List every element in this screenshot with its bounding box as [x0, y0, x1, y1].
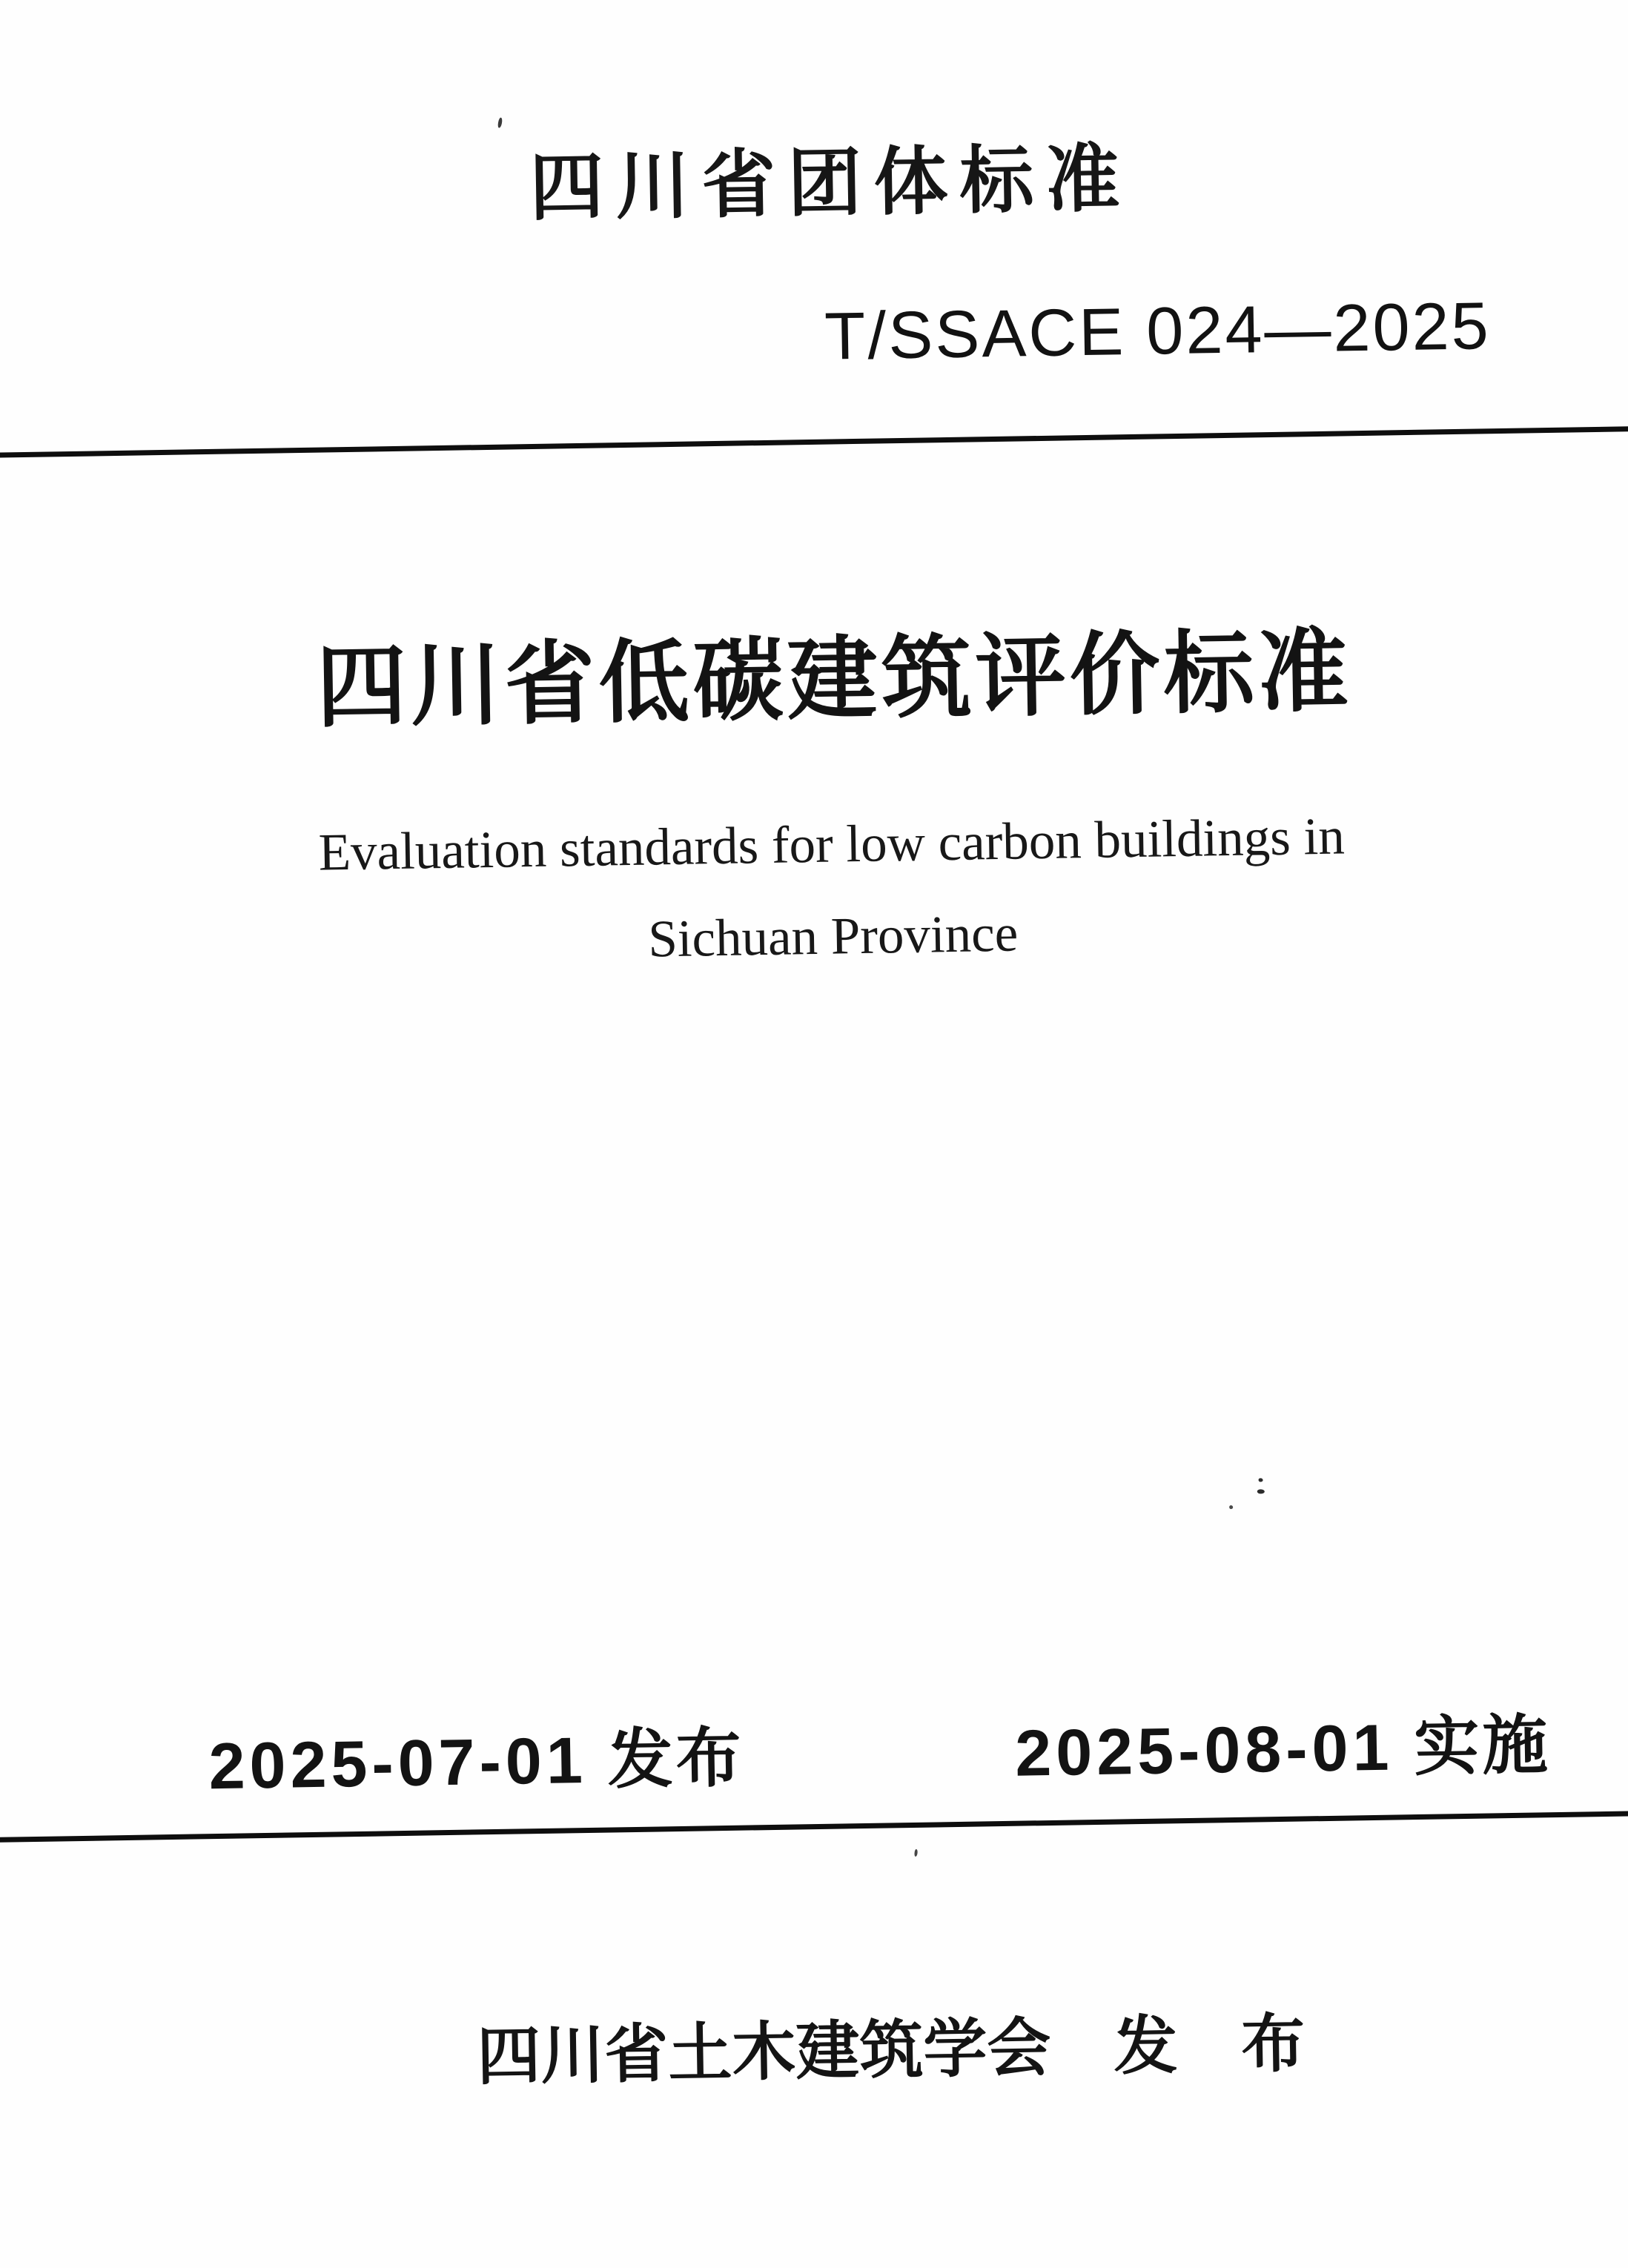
standard-number: T/SSACE 024—2025 [824, 289, 1492, 374]
top-rule [0, 426, 1628, 458]
scan-speck [1229, 1505, 1233, 1509]
bottom-rule [0, 1811, 1628, 1843]
implementation-date [1014, 1708, 1552, 1790]
standard-category-heading: 四川省团体标准 [529, 136, 1133, 230]
scan-speck [497, 117, 503, 128]
publisher-action: 发 布 [1113, 2008, 1306, 2083]
issue-date-label: 发布 [606, 1720, 745, 1797]
scan-speck [1257, 1489, 1265, 1493]
scan-speck [1259, 1478, 1263, 1482]
scan-speck [914, 1849, 918, 1857]
issue-date [208, 1720, 745, 1803]
title-english-line2: Sichuan Province [647, 904, 1019, 969]
implementation-date-label: 实施 [1413, 1708, 1552, 1784]
publisher-name: 四川省土木建筑学会 [476, 2012, 1052, 2093]
issue-date-value: 2025-07-01 [208, 1723, 588, 1803]
publisher-line [139, 2006, 1628, 2095]
document-title-chinese: 四川省低碳建筑评价标准 [315, 622, 1353, 739]
dates-row [208, 1708, 1552, 1803]
document-title-english [39, 786, 1626, 995]
title-english-line1: Evaluation standards for low carbon buildings in [318, 807, 1346, 882]
implementation-date-value: 2025-08-01 [1014, 1710, 1394, 1790]
